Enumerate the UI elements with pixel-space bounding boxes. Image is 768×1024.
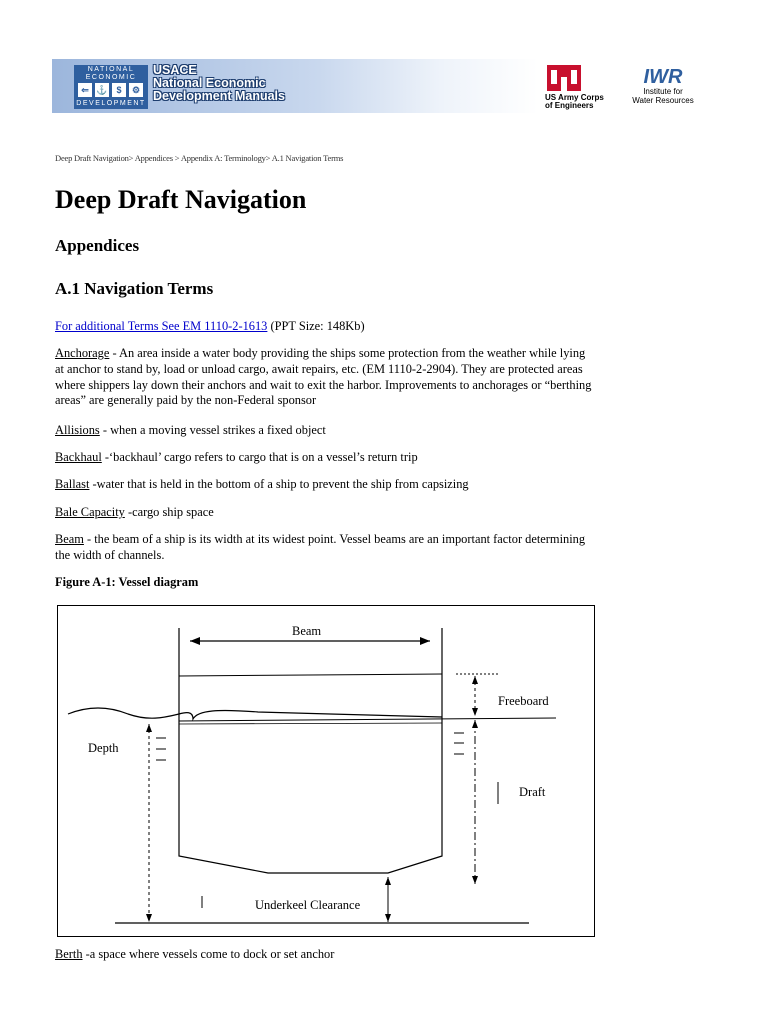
intro-paragraph [55, 319, 595, 335]
iwr-logo-text [625, 87, 701, 105]
term-definition: - when a moving vessel strikes a fixed object [99, 423, 326, 437]
term-label: Bale Capacity [55, 505, 125, 519]
usace-logo-line2: of Engineers [545, 101, 594, 110]
iwr-logo-mark: IWR [643, 66, 683, 88]
intro-suffix: (PPT Size: 148Kb) [267, 319, 365, 333]
term-backhaul [55, 450, 595, 466]
water-wave [68, 708, 442, 719]
figure-caption: Figure A-1: Vessel diagram [55, 575, 199, 589]
iwr-logo-line2: Water Resources [632, 96, 694, 105]
ned-logo-top: NATIONAL [87, 66, 135, 73]
page-title: Deep Draft Navigation [55, 185, 307, 214]
banner-title-line2: National Economic [153, 76, 266, 90]
term-label: Anchorage [55, 346, 110, 360]
castle-icon [547, 65, 581, 91]
term-ballast [55, 477, 595, 493]
term-label: Beam [55, 532, 84, 546]
gear-icon: ⚙ [129, 83, 143, 97]
usace-logo[interactable] [545, 65, 604, 110]
waterline [179, 718, 556, 721]
term-allisions [55, 423, 595, 439]
term-definition: -‘backhaul’ cargo refers to cargo that is on a vessel’s return trip [101, 450, 418, 464]
additional-terms-link[interactable]: For additional Terms See EM 1110-2-1613 [55, 319, 268, 333]
term-label: Backhaul [55, 450, 102, 464]
ned-icons [78, 83, 144, 97]
term-definition: - the beam of a ship is its width at its widest point. Vessel beams are an important factor determining the width of channels. [55, 532, 586, 562]
anchor-icon: ⚓ [96, 85, 108, 95]
vessel-diagram [57, 605, 595, 937]
term-beam [55, 532, 595, 564]
freeboard-label: Freeboard [498, 694, 549, 708]
subsection-heading: A.1 Navigation Terms [55, 279, 214, 298]
term-anchorage [55, 346, 595, 409]
usace-logo-line1: US Army Corps [545, 93, 604, 102]
term-definition: - An area inside a water body providing the ships some protection from the weather while lying at anchor to stand by, load or unload cargo, await repairs, etc. (EM 1110-2-2904). They are protected areas where shippers lay down their anchors and wait to exit the harbor. Improvements to anchorages or “berthing areas” are generally paid by the non-Federal sponsor [55, 346, 592, 408]
ned-logo-bottom: DEVELOPMENT [76, 100, 146, 107]
ship-icon: ⇐ [78, 83, 92, 97]
waterline-inner [179, 723, 442, 724]
term-label: Allisions [55, 423, 100, 437]
term-definition: -cargo ship space [124, 505, 214, 519]
underkeel-label: Underkeel Clearance [255, 898, 361, 912]
section-heading: Appendices [55, 236, 140, 255]
ned-logo-mid: ECONOMIC [85, 74, 137, 81]
term-definition: -a space where vessels come to dock or set anchor [82, 947, 335, 961]
banner-title [153, 64, 285, 103]
term-bale-capacity [55, 505, 595, 521]
vessel-hull [179, 628, 442, 873]
deck-line [179, 674, 442, 676]
usace-logo-text [545, 94, 604, 110]
draft-label: Draft [519, 785, 546, 799]
breadcrumb[interactable]: Deep Draft Navigation> Appendices > Appendix A: Terminology> A.1 Navigation Terms [55, 153, 344, 163]
iwr-logo[interactable] [625, 67, 701, 105]
ned-logo [74, 65, 148, 109]
term-berth [55, 947, 595, 963]
term-label: Ballast [55, 477, 90, 491]
dollar-icon: $ [112, 83, 126, 97]
banner-title-line3: Development Manuals [153, 89, 285, 103]
banner-title-line1: USACE [153, 63, 197, 77]
term-label: Berth [55, 947, 83, 961]
term-definition: -water that is held in the bottom of a ship to prevent the ship from capsizing [89, 477, 469, 491]
depth-label: Depth [88, 741, 119, 755]
beam-label: Beam [292, 624, 322, 638]
header-banner [52, 59, 538, 113]
iwr-logo-line1: Institute for [643, 87, 683, 96]
